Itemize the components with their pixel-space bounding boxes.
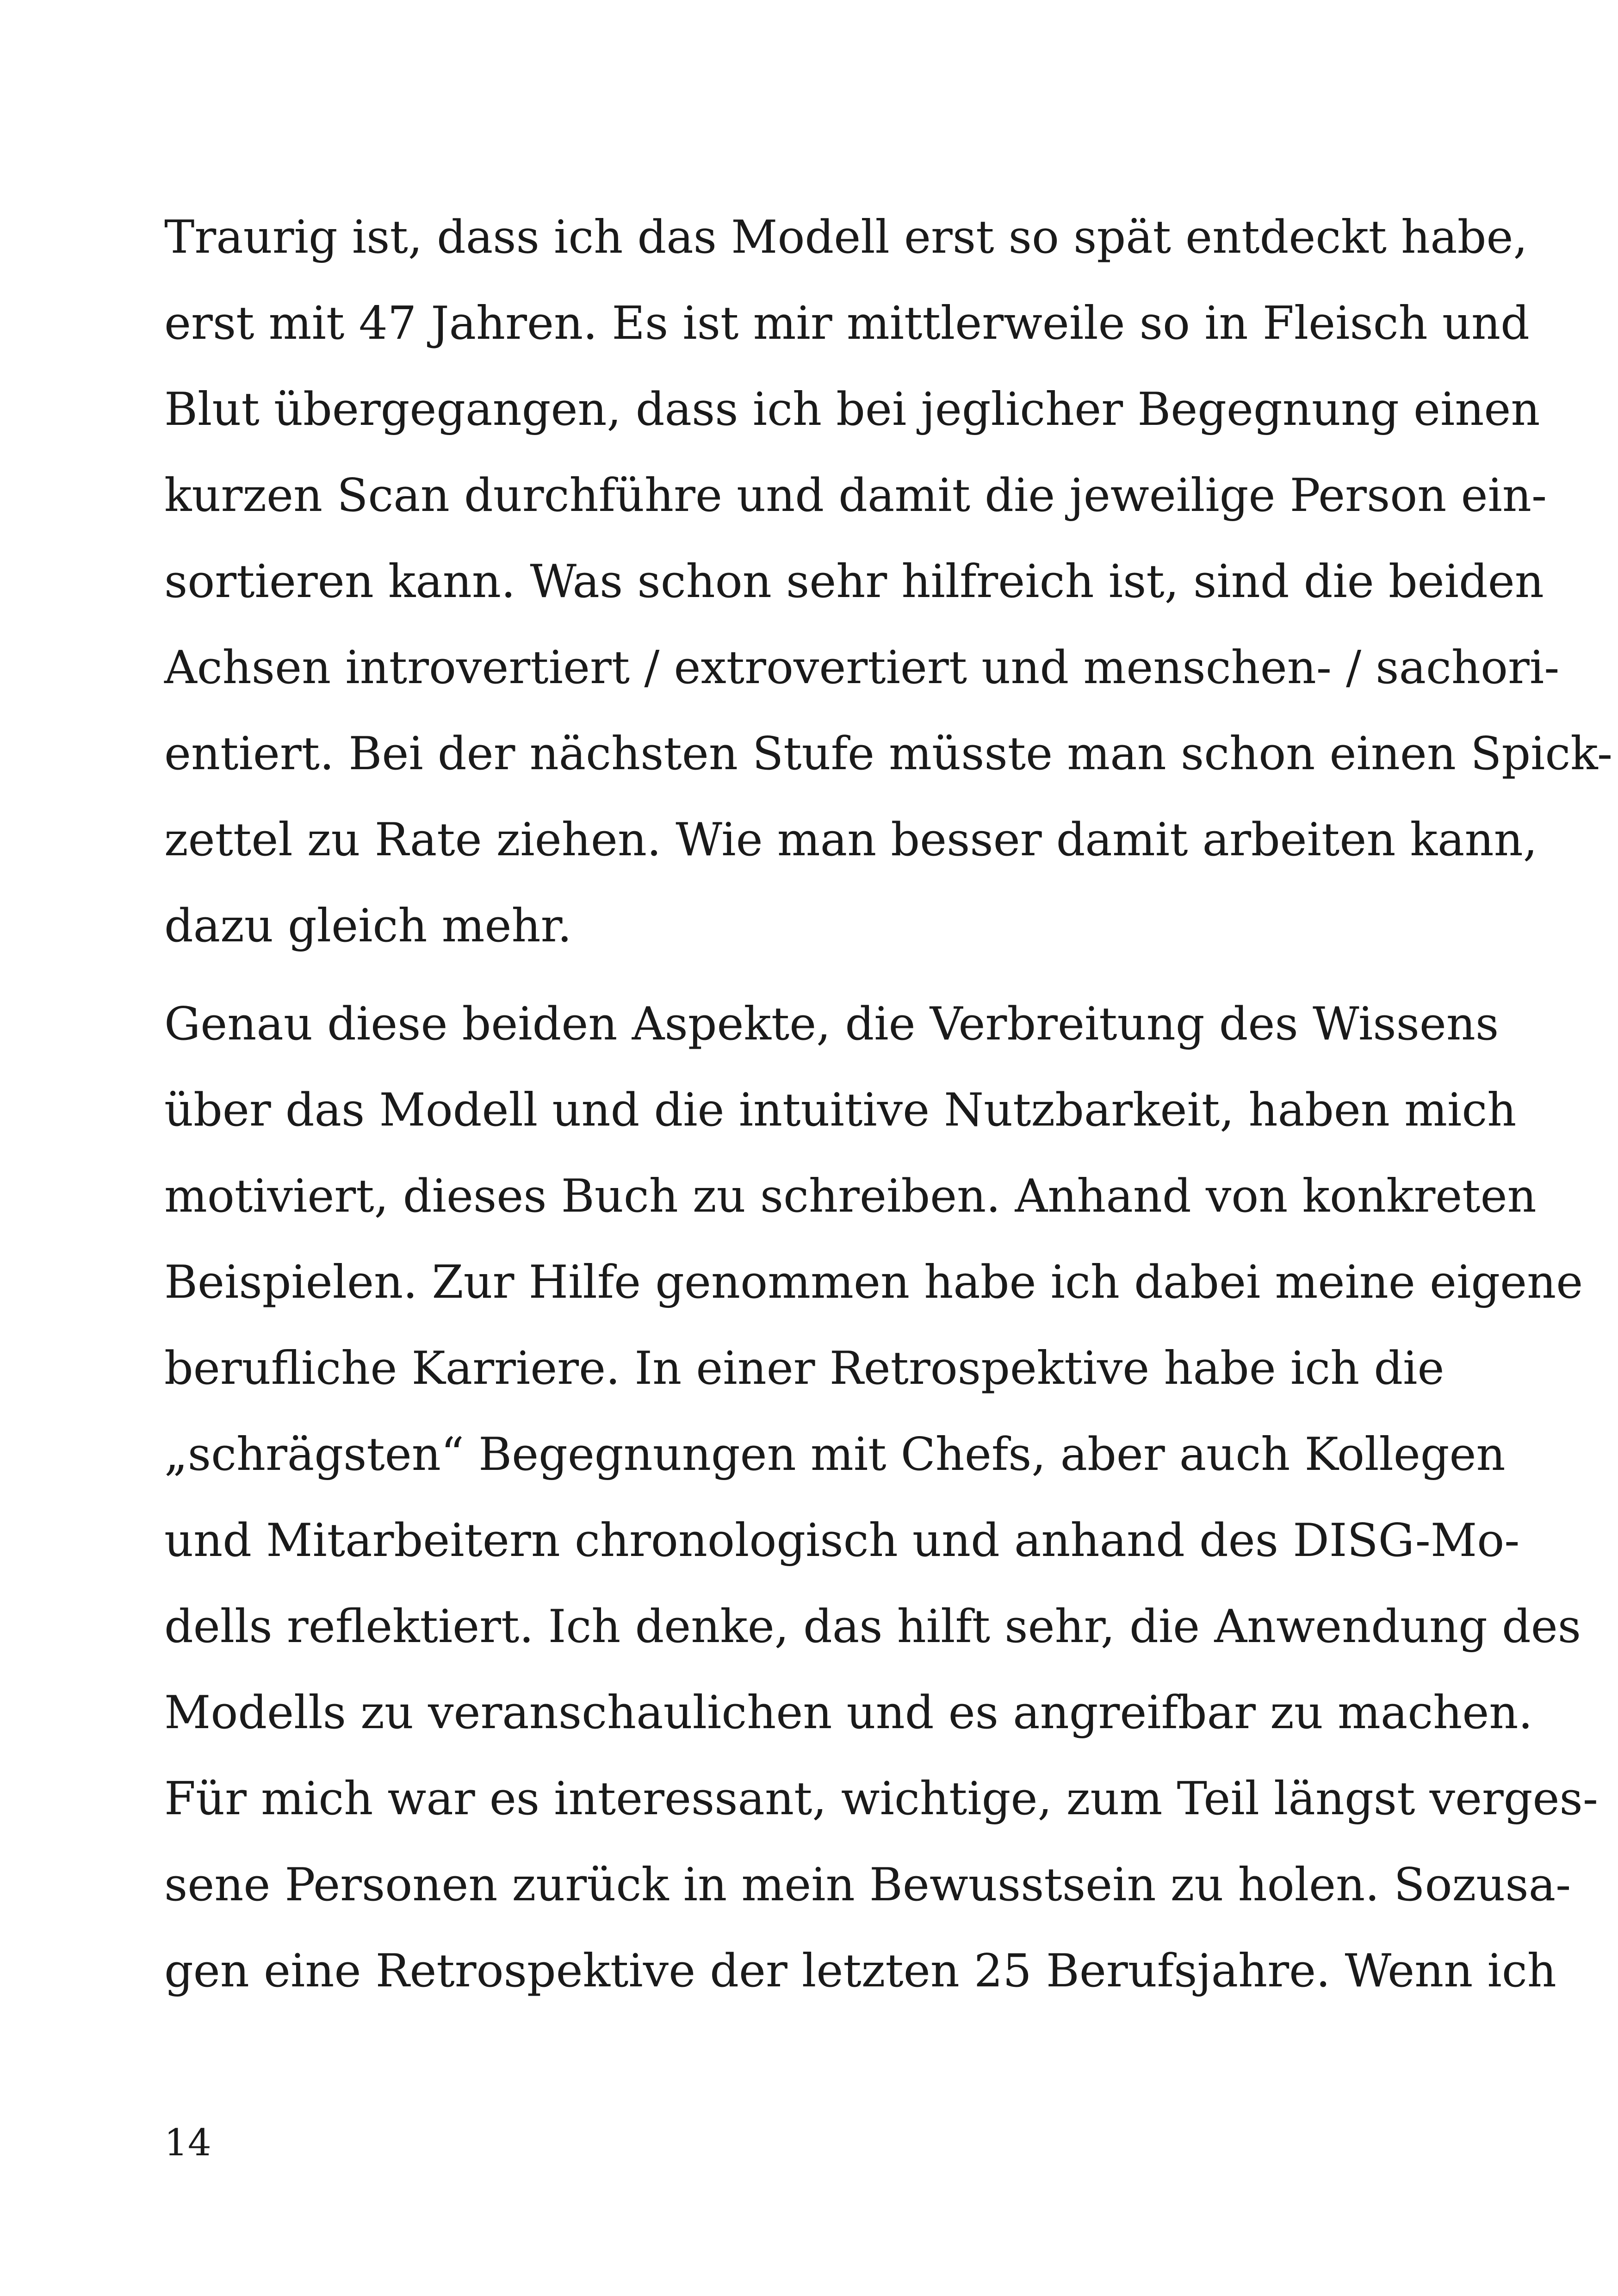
text-line: über das Modell und die intuitive Nutzbarkeit, haben mich: [164, 1084, 1517, 1137]
paragraph-2: [164, 981, 1598, 2014]
text-line: motiviert, dieses Buch zu schreiben. Anhand von konkreten: [164, 1170, 1537, 1223]
paragraph-1: [164, 194, 1613, 969]
text-line: kurzen Scan durchführe und damit die jeweilige Person ein-: [164, 469, 1547, 522]
text-line: sortieren kann. Was schon sehr hilfreich ist, sind die beiden: [164, 555, 1544, 608]
text-line: Traurig ist, dass ich das Modell erst so spät entdeckt habe,: [164, 211, 1528, 264]
text-line: gen eine Retrospektive der letzten 25 Berufsjahre. Wenn ich: [164, 1945, 1556, 1997]
text-line: Achsen introvertiert / extrovertiert und menschen- / sachori-: [164, 641, 1560, 694]
text-line: dazu gleich mehr.: [164, 900, 572, 952]
text-line: erst mit 47 Jahren. Es ist mir mittlerweile so in Fleisch und: [164, 297, 1530, 350]
text-line: dells reflektiert. Ich denke, das hilft sehr, die Anwendung des: [164, 1600, 1581, 1653]
text-line: „schrägsten“ Begegnungen mit Chefs, aber auch Kollegen: [164, 1428, 1506, 1481]
text-line: berufliche Karriere. In einer Retrospektive habe ich die: [164, 1342, 1444, 1395]
text-line: Genau diese beiden Aspekte, die Verbreitung des Wissens: [164, 998, 1499, 1051]
text-line: Für mich war es interessant, wichtige, zum Teil längst verges-: [164, 1773, 1598, 1825]
text-line: Beispielen. Zur Hilfe genommen habe ich dabei meine eigene: [164, 1256, 1583, 1309]
text-line: zettel zu Rate ziehen. Wie man besser damit arbeiten kann,: [164, 814, 1537, 866]
text-line: und Mitarbeitern chronologisch und anhand des DISG-Mo-: [164, 1514, 1520, 1567]
text-line: sene Personen zurück in mein Bewusstsein zu holen. Sozusa-: [164, 1859, 1571, 1911]
text-line: Blut übergegangen, dass ich bei jeglicher Begegnung einen: [164, 383, 1540, 436]
text-line: entiert. Bei der nächsten Stufe müsste man schon einen Spick-: [164, 728, 1613, 780]
page-number: 14: [164, 2121, 211, 2164]
text-line: Modells zu veranschaulichen und es angreifbar zu machen.: [164, 1686, 1533, 1739]
